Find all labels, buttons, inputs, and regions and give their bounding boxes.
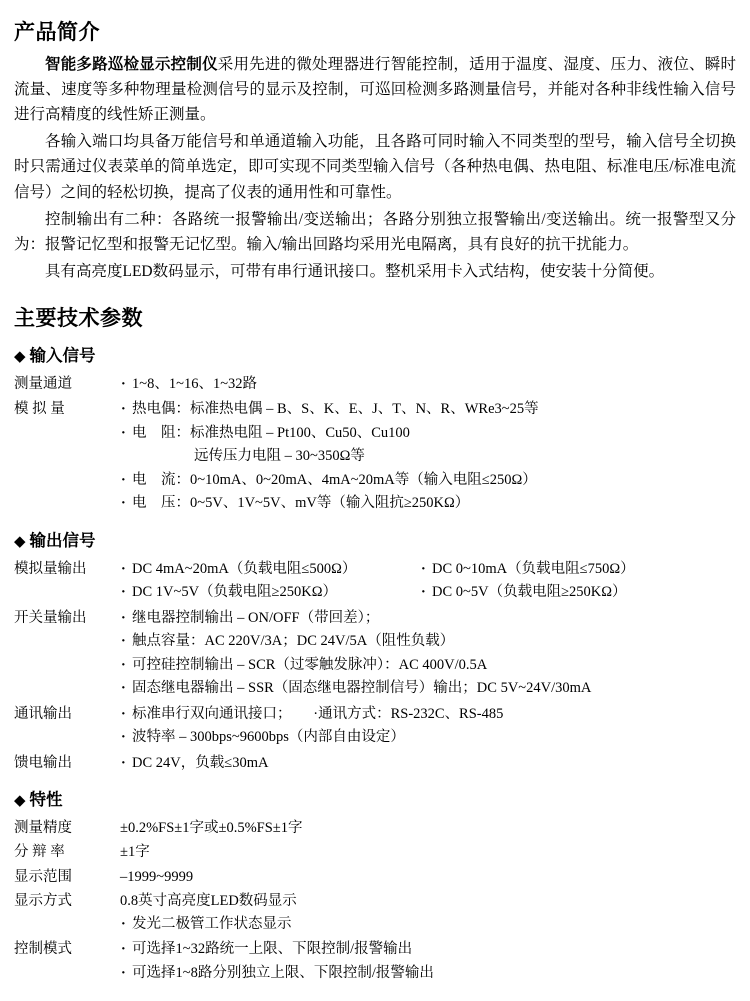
intro-paragraph-4: 具有高亮度LED数码显示，可带有串行通讯接口。整机采用卡入式结构，使安装十分简便。 [45,262,665,280]
spec-value-list [118,373,736,395]
intro-paragraph-2: 各输入端口均具备万能信号和单通道输入功能，且各路可同时输入不同类型的型号，输入信号全切换时只需通过仪表菜单的简单选定，即可实现不同类型输入信号（各种热电偶、热电阻、标准电压/标准电流信号）之间的轻松切换，提高了仪表的通用性和可靠性。 [14,133,736,201]
list-item: · 可控硅控制输出 – SCR（过零触发脉冲）：AC 400V/0.5A [118,654,736,676]
list-item: · 标准串行双向通讯接口； ·通讯方式：RS-232C、RS-485 [118,703,736,725]
spec-value [118,937,736,986]
list-item: · DC 0~5V（负载电阻≥250KΩ） [418,581,736,603]
spec-label: 开关量输出 [14,609,87,626]
group-heading-output-label: 输出信号 [29,530,96,550]
spec-value-list [118,913,736,935]
diamond-icon: ◆ [14,791,26,810]
table-row [14,702,736,751]
spec-value-list [118,938,736,984]
table-row [14,751,736,776]
spec-label [14,840,118,864]
list-item: · 可选择1~32路统一上限、下限控制/报警输出 [118,938,736,960]
spec-value [118,557,736,606]
spec-label: 显示方式 [14,893,72,910]
group-heading-input-label: 输入信号 [29,345,96,365]
spec-label: 馈电输出 [14,754,72,771]
product-name-bold: 智能多路巡检显示控制仪 [45,56,218,73]
diamond-icon: ◆ [14,346,26,365]
list-item: · 电 阻：标准热电阻 – Pt100、Cu50、Cu100 [118,422,736,444]
two-column-row [118,581,736,604]
table-row [14,557,736,606]
group-heading-output [14,527,736,551]
spec-value [118,840,736,864]
spec-label-text-resolution: 分 辩 率 [14,844,65,861]
spec-table-characteristics [14,816,736,986]
list-item: · 发光二极管工作状态显示 [118,913,736,935]
list-item: · 电 流：0~10mA、0~20mA、4mA~20mA等（输入电阻≤250Ω） [118,469,736,491]
spec-label [14,372,118,397]
two-column-left [118,581,418,604]
two-column-right [418,558,736,581]
spec-label: 测量精度 [14,820,72,837]
spec-value-text: ±0.2%FS±1字或±0.5%FS±1字 [120,820,303,837]
spec-value-list [118,558,418,580]
spec-label-text-0: 测量通道 [14,375,72,392]
list-item: · DC 0~10mA（负载电阻≤750Ω） [418,558,736,580]
table-row [14,816,736,840]
spec-value-list [118,703,736,749]
spec-value [118,816,736,840]
diamond-icon: ◆ [14,531,26,550]
list-item: · 固态继电器输出 – SSR（固态继电器控制信号）输出；DC 5V~24V/30mA [118,677,736,699]
spec-label: 显示范围 [14,868,72,885]
list-item: · DC 24V，负载≤30mA [118,752,736,774]
table-row [14,937,736,986]
spec-value-list [118,581,418,603]
table-row [14,606,736,702]
spec-value-list [118,398,736,514]
spec-value [118,372,736,397]
two-column-row [118,558,736,581]
list-item: · 热电偶：标准热电偶 – B、S、K、E、J、T、N、R、WRe3~25等 [118,398,736,420]
spec-value-list [418,558,736,580]
table-row [14,397,736,516]
list-item: · 波特率 – 300bps~9600bps（内部自由设定） [118,726,736,748]
spec-table-input [14,372,736,517]
group-heading-input [14,342,736,366]
spec-value-text: ±1字 [120,844,150,861]
spec-title: 主要技术参数 [14,305,143,330]
list-item: · 电 压：0~5V、1V~5V、mV等（输入阻抗≥250KΩ） [118,492,736,514]
two-column-left [118,558,418,581]
intro-paragraph-3: 控制输出有二种：各路统一报警输出/变送输出；各路分别独立报警输出/变送输出。统一报警型又分为：报警记忆型和报警无记忆型。输入/输出回路均采用光电隔离，具有良好的抗干扰能力。 [14,210,736,253]
intro-paragraph-1-text: 采用先进的微处理器进行智能控制，适用于温度、湿度、压力、液位、瞬时流量、速度等多种物理量检测信号的显示及控制，可巡回检测多路测量信号，并能对各种非线性输入信号进行高精度的线性矫正测量。 [14,56,736,124]
list-item: · 继电器控制输出 – ON/OFF（带回差）； [118,607,736,629]
spec-value [118,889,736,937]
list-item: · DC 4mA~20mA（负载电阻≤500Ω） [118,558,418,580]
table-row [14,865,736,889]
list-item: · 1~8、1~16、1~32路 [118,373,736,395]
spec-table-output [14,557,736,776]
spec-label [14,397,118,516]
list-item: · 触点容量：AC 220V/3A；DC 24V/5A（阻性负载） [118,630,736,652]
spec-value-list [118,752,736,774]
page-title: 产品简介 [14,20,100,44]
spec-value [118,606,736,702]
spec-value [118,397,736,516]
list-item: · 可选择1~8路分别独立上限、下限控制/报警输出 [118,962,736,984]
spec-label-text-1: 模 拟 量 [14,401,65,418]
table-row [14,372,736,397]
spec-value [118,865,736,889]
two-column-right [418,581,736,604]
spec-label: 通讯输出 [14,705,72,722]
table-row [14,889,736,937]
spec-label: 控制模式 [14,941,72,958]
list-item-continuation-text: 远传压力电阻 – 30~350Ω等 [194,448,365,465]
list-item-continuation [118,445,736,467]
spec-value-text: –1999~9999 [120,868,194,885]
spec-label: 模拟量输出 [14,560,87,577]
spec-value-list [418,581,736,603]
spec-value-text: 0.8英寸高亮度LED数码显示 [120,893,297,910]
spec-value-list [118,607,736,700]
group-heading-characteristics [14,786,736,810]
intro-paragraph-1 [14,52,736,127]
table-row [14,840,736,864]
group-heading-characteristics-label: 特性 [29,790,63,810]
spec-value [118,751,736,776]
list-item: · DC 1V~5V（负载电阻≥250KΩ） [118,581,418,603]
spec-value [118,702,736,751]
